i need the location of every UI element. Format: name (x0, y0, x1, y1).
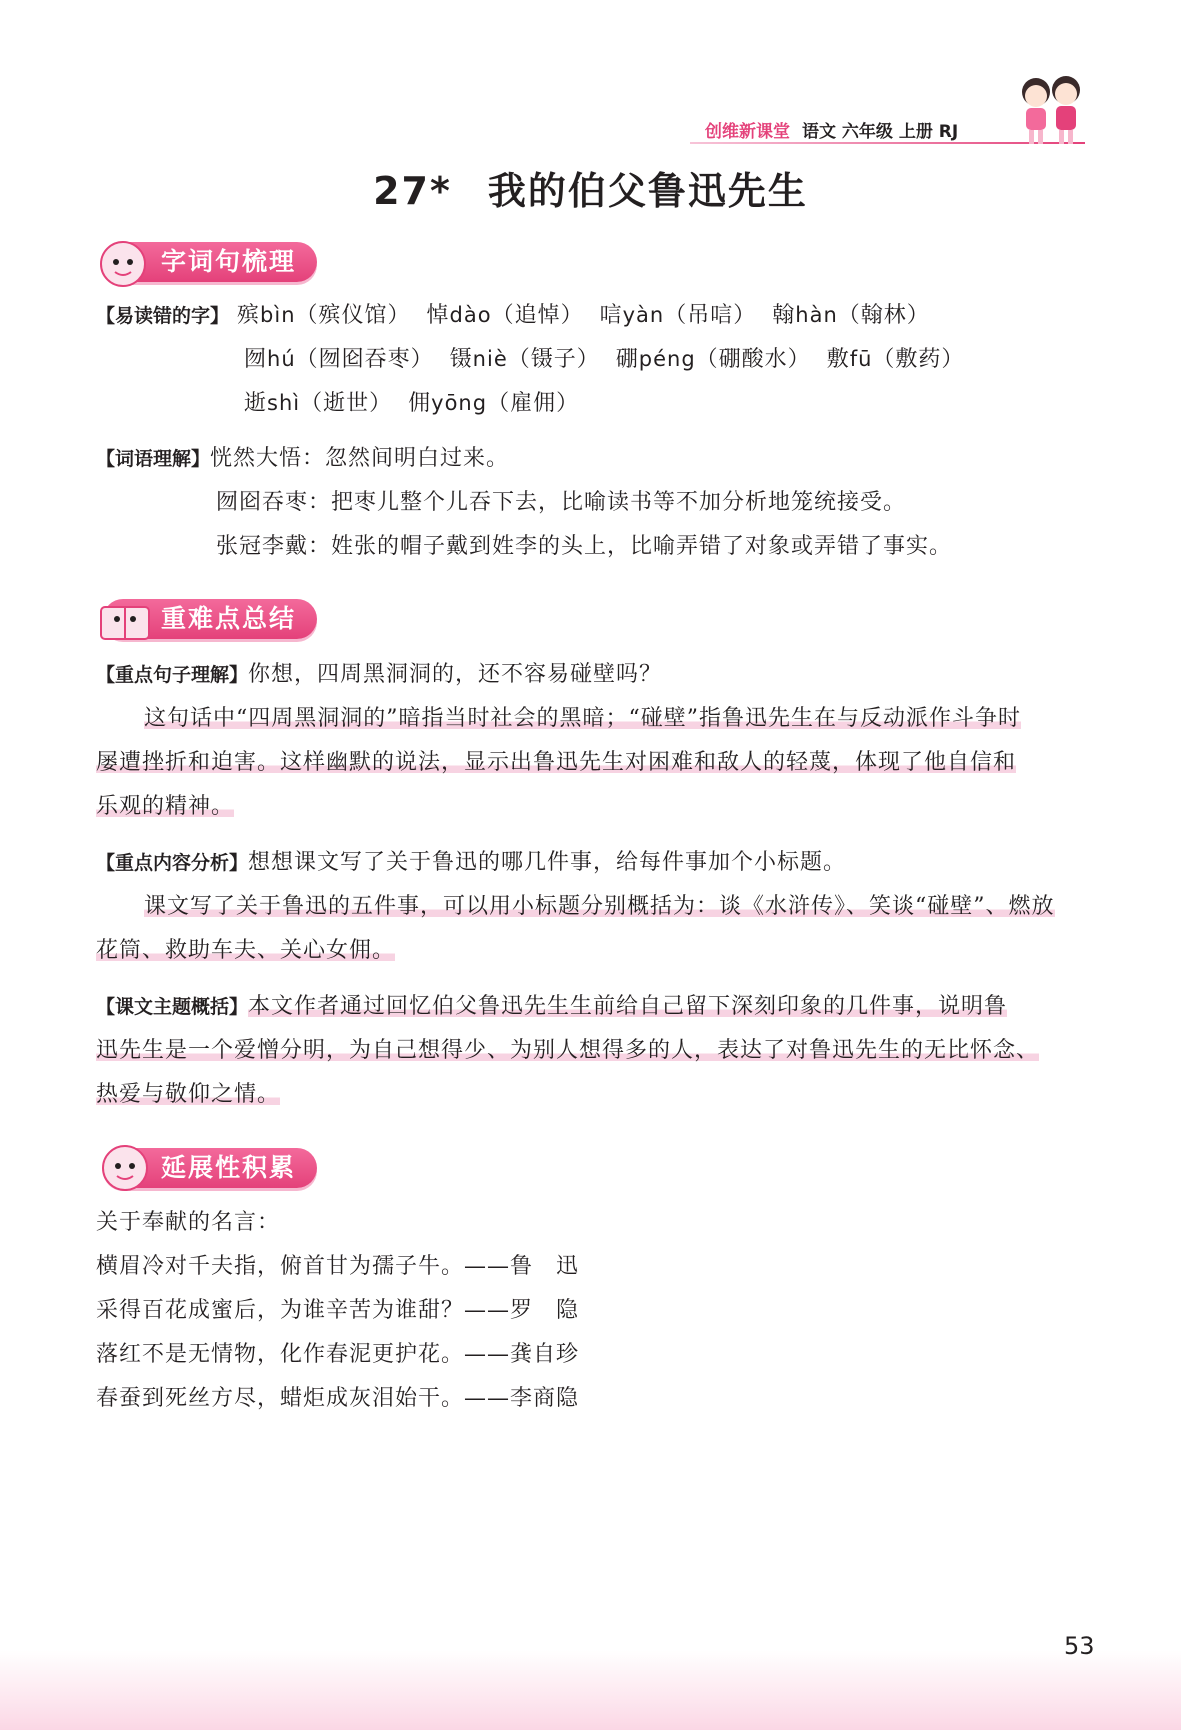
quote-item: 落红不是无情物，化作春泥更护花。——龚自珍 (96, 1342, 580, 1367)
example: （翰林） (837, 303, 930, 328)
theme-row-1 (96, 992, 1007, 1022)
pronunciation-row-2 (244, 344, 964, 375)
series-brand: 创维新课堂 (705, 121, 790, 142)
pronunciation-row-3 (244, 388, 579, 419)
footer-band (0, 1650, 1181, 1730)
kids-mascot-icon (1012, 70, 1090, 150)
char: 敷 (826, 347, 850, 372)
pinyin: yàn (622, 303, 665, 327)
example: （囫囵吞枣） (295, 347, 434, 372)
quote-item: 采得百花成蜜后，为谁辛苦为谁甜？——罗 隐 (96, 1298, 580, 1323)
key-content-answer-2 (96, 936, 395, 966)
answer-text: 课文写了关于鲁迅的五件事，可以用小标题分别概括为：谈《水浒传》、笑谈“碰壁”、燃放 (144, 894, 1055, 919)
question-text: 你想，四周黑洞洞的，还不容易碰壁吗？ (248, 662, 663, 687)
theme-text: 迅先生是一个爱憎分明，为自己想得少、为别人想得多的人，表达了对鲁迅先生的无比怀念、 (96, 1038, 1040, 1063)
theme-tag: 【课文主题概括】 (96, 996, 249, 1018)
vocab-row-2 (216, 488, 906, 518)
answer-text: 乐观的精神。 (96, 794, 235, 819)
answer-text: 这句话中“四周黑洞洞的”暗指当时社会的黑暗；“碰壁”指鲁迅先生在与反动派作斗争时 (144, 706, 1021, 731)
vocab-item: 囫囵吞枣：把枣儿整个儿吞下去，比喻读书等不加分析地笼统接受。 (216, 490, 907, 515)
lesson-number: 27* (373, 169, 452, 213)
pronunciation-tag: 【易读错的字】 (96, 305, 230, 327)
pinyin: niè (472, 347, 508, 371)
pinyin: dào (449, 303, 492, 327)
example: （雇佣） (487, 391, 580, 416)
example: （殡仪馆） (295, 303, 411, 328)
banner-label: 重难点总结 (161, 604, 297, 633)
quote-item: 横眉冷对千夫指，俯首甘为孺子牛。——鲁 迅 (96, 1254, 580, 1279)
example: （硼酸水） (695, 347, 811, 372)
quote-item: 春蚕到死丝方尽，蜡炬成灰泪始干。——李商隐 (96, 1386, 580, 1411)
lesson-title (0, 160, 1181, 215)
pinyin: bìn (260, 303, 296, 327)
key-sentence-question (96, 660, 662, 690)
answer-text: 屡遭挫折和迫害。这样幽默的说法，显示出鲁迅先生对困难和敌人的轻蔑，体现了他自信和 (96, 750, 1017, 775)
pronunciation-row-1 (96, 300, 930, 331)
page-number: 53 (1064, 1632, 1095, 1660)
running-header (705, 116, 958, 142)
key-sentence-tag: 【重点句子理解】 (96, 664, 249, 686)
pinyin: yōng (431, 391, 488, 415)
vocab-item: 恍然大悟：忽然间明白过来。 (210, 446, 510, 471)
section-banner-2 (95, 597, 317, 641)
mascot-icon (95, 1138, 155, 1196)
vocab-item: 张冠李戴：姓张的帽子戴到姓李的头上，比喻弄错了对象或弄错了事实。 (216, 534, 953, 559)
question-text: 想想课文写了关于鲁迅的哪几件事，给每件事加个小标题。 (248, 850, 847, 875)
char: 翰 (772, 303, 796, 328)
book-meta: 语文 六年级 上册 RJ (802, 121, 959, 142)
char: 逝 (244, 391, 268, 416)
answer-text: 花筒、救助车夫、关心女佣。 (96, 938, 396, 963)
char: 唁 (599, 303, 623, 328)
banner-label: 延展性积累 (161, 1153, 297, 1182)
mascot-icon (95, 232, 155, 290)
key-sentence-answer-1 (144, 704, 1021, 734)
char: 镊 (449, 347, 473, 372)
book-mascot-icon (95, 589, 155, 647)
char: 佣 (408, 391, 432, 416)
char: 殡 (237, 303, 261, 328)
vocab-row-1 (96, 444, 509, 474)
char: 悼 (426, 303, 450, 328)
key-sentence-answer-2 (96, 748, 1016, 778)
key-sentence-answer-3 (96, 792, 234, 822)
theme-text: 本文作者通过回忆伯父鲁迅先生生前给自己留下深刻印象的几件事，说明鲁 (248, 994, 1008, 1019)
section-banner-1 (95, 240, 317, 284)
theme-row-2 (96, 1036, 1039, 1066)
char: 囫 (244, 347, 268, 372)
char: 硼 (615, 347, 639, 372)
section-banner-3 (95, 1146, 317, 1190)
example: （追悼） (491, 303, 584, 328)
theme-text: 热爱与敬仰之情。 (96, 1082, 281, 1107)
pinyin: shì (267, 391, 301, 415)
vocab-row-3 (216, 532, 952, 562)
example: （镊子） (507, 347, 600, 372)
quotes-intro: 关于奉献的名言： (96, 1210, 281, 1235)
example: （敷药） (872, 347, 965, 372)
example: （吊唁） (664, 303, 757, 328)
pinyin: hú (267, 347, 296, 371)
banner-label: 字词句梳理 (161, 247, 297, 276)
key-content-question (96, 848, 846, 878)
example: （逝世） (300, 391, 393, 416)
key-content-tag: 【重点内容分析】 (96, 852, 249, 874)
vocab-tag: 【词语理解】 (96, 448, 211, 470)
pinyin: péng (638, 347, 696, 371)
key-content-answer-1 (144, 892, 1055, 922)
pinyin: fū (849, 347, 873, 371)
lesson-title-text: 我的伯父鲁迅先生 (487, 169, 808, 213)
theme-row-3 (96, 1080, 280, 1110)
pinyin: hàn (795, 303, 838, 327)
